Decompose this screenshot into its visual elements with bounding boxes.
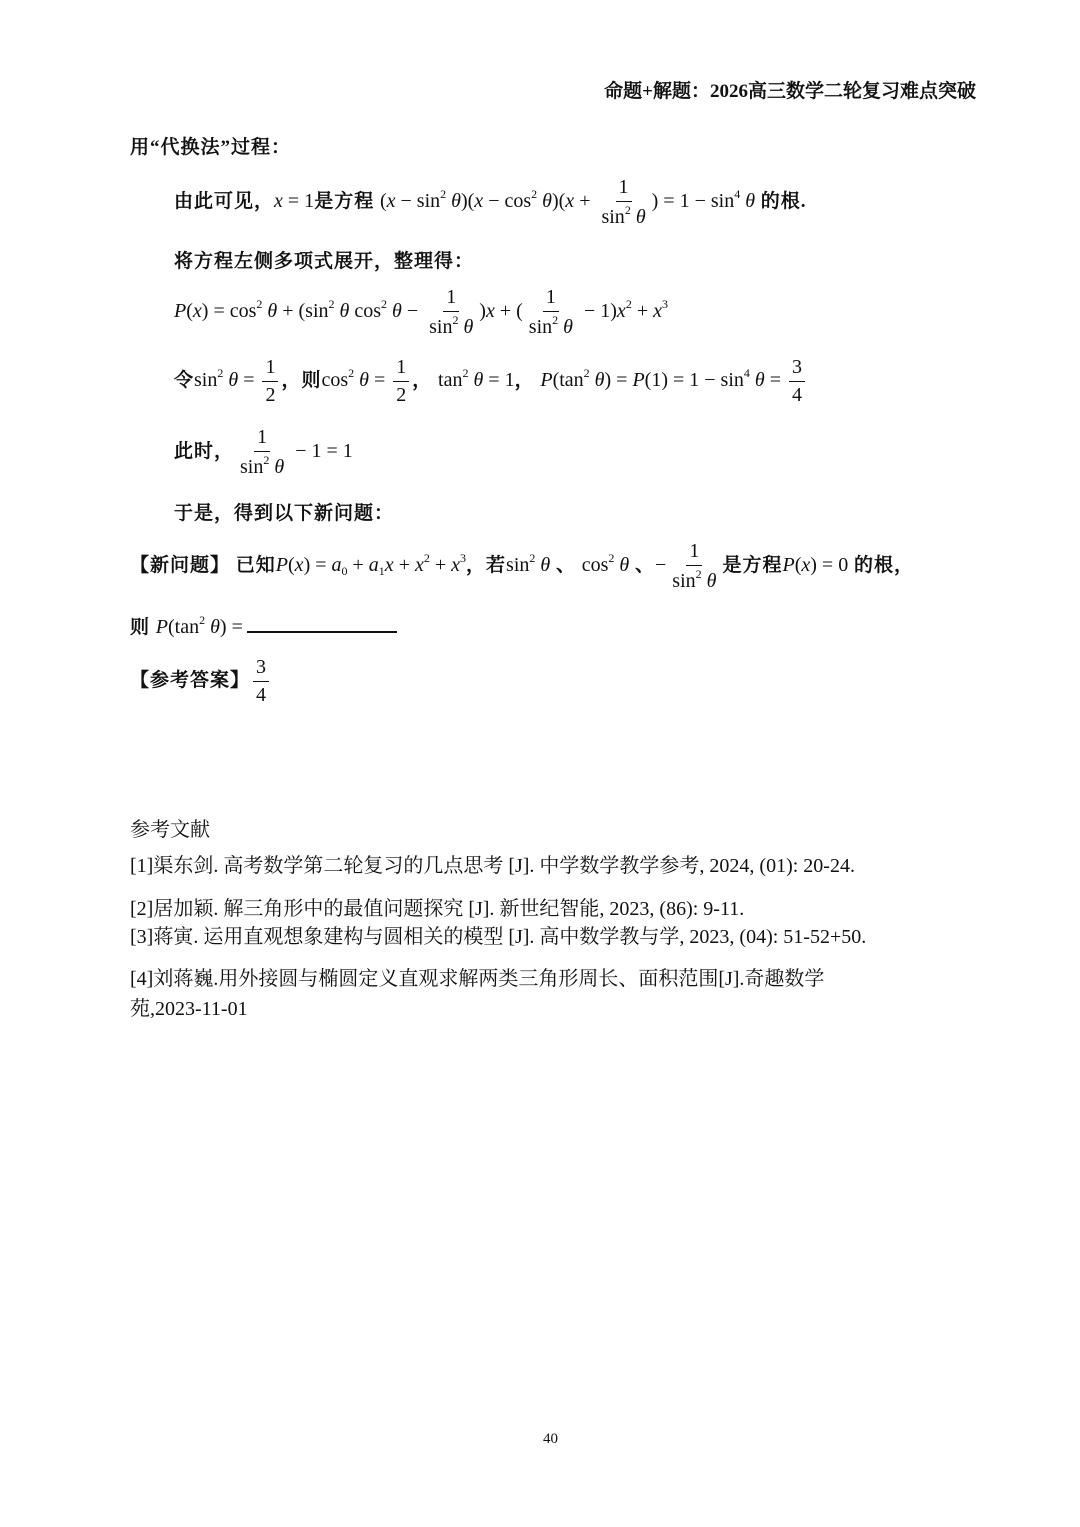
answer-blank: [247, 613, 397, 633]
answer-label: 【参考答案】: [130, 670, 251, 692]
line1-prefix: 由此可见，: [174, 191, 275, 213]
polynomial-expansion: $P(x) = \cos^2 \theta + (\sin^2$ θ $\cos^2 \theta$ − $\frac{1}{\sin^2 \theta}$ )x + ( $\frac{1}{\sin^2 \theta}$ − $1)x^2 + x^3$: [174, 286, 668, 338]
section-label: 用“代换法”过程：: [130, 137, 292, 158]
new-problem-is: 是方程: [722, 555, 783, 577]
running-header: 命题+解题：2026高三数学二轮复习难点突破: [604, 81, 976, 102]
new-problem-intro: 于是，得到以下新问题：: [174, 503, 395, 524]
at-this-time-line: 此时， $\frac{1}{\sin^2 \theta}$ − 1 = 1: [174, 426, 353, 478]
equation-root-line: [174, 176, 807, 229]
reference-item: [3]蒋寅. 运用直观想象建构与圆相关的模型 [J]. 高中数学教与学, 2023, (04): 51-52+50.: [130, 926, 867, 948]
reference-item-continued: 苑,2023-11-01: [130, 998, 248, 1020]
new-problem-statement: 【新问题】 已知$P(x) = a_0 + a_1x + x^2 + x^3$，若$\sin^2 \theta$ 、 $\cos^2 \theta$ 、− $\frac{1}{\sin^2 \theta}$ 是方程P(x) = 0 的根，: [130, 540, 914, 592]
line4-then: ，则: [281, 370, 322, 392]
cubic-equation: $(x - \sin^2 \theta)(x - \cos^2 \theta)(x$ + $\frac{1}{\sin^2 \theta}$ ) = $1 - \sin^4 \theta$: [379, 176, 756, 228]
root-x-equals-1: x = 1: [274, 190, 315, 213]
page-number: 40: [543, 1431, 558, 1447]
expand-instruction: 将方程左侧多项式展开，整理得：: [174, 251, 475, 272]
answer-line: [130, 656, 272, 707]
substitution-line: 令$\sin^2 \theta$ = $\frac{1}{2}$ ，则$\cos^2 \theta$ = $\frac{1}{2}$ ， $\tan^2 \theta = 1$， $P(\tan^2$ $\theta) = P(1) = 1 - \sin^4 \theta$ = $\frac{3}{4}$: [174, 356, 808, 407]
line1-mid: 是方程: [314, 191, 375, 213]
line4-prefix: 令: [174, 370, 195, 392]
answer-denominator: 4: [256, 684, 267, 706]
new-problem-roots: 的根，: [853, 555, 914, 577]
answer-numerator: 3: [253, 656, 269, 682]
new-problem-known: 已知: [235, 555, 276, 577]
reference-item: [2]居加颖. 解三角形中的最值问题探究 [J]. 新世纪智能, 2023, (86): 9-11.: [130, 898, 745, 920]
references-heading: 参考文献: [130, 817, 210, 841]
reference-item: [4]刘蒋巍.用外接圆与椭圆定义直观求解两类三角形周长、面积范围[J].奇趣数学: [130, 968, 825, 990]
new-problem-label: 【新问题】: [130, 555, 231, 577]
question-line: 则 $P(\tan^2$ θ) =: [130, 612, 397, 639]
line1-suffix: 的根.: [760, 191, 807, 213]
line5-prefix: 此时，: [174, 441, 235, 463]
reference-item: [1]渠东剑. 高考数学第二轮复习的几点思考 [J]. 中学数学教学参考, 2024, (01): 20-24.: [130, 855, 855, 877]
new-problem-if: ，若: [466, 555, 507, 577]
